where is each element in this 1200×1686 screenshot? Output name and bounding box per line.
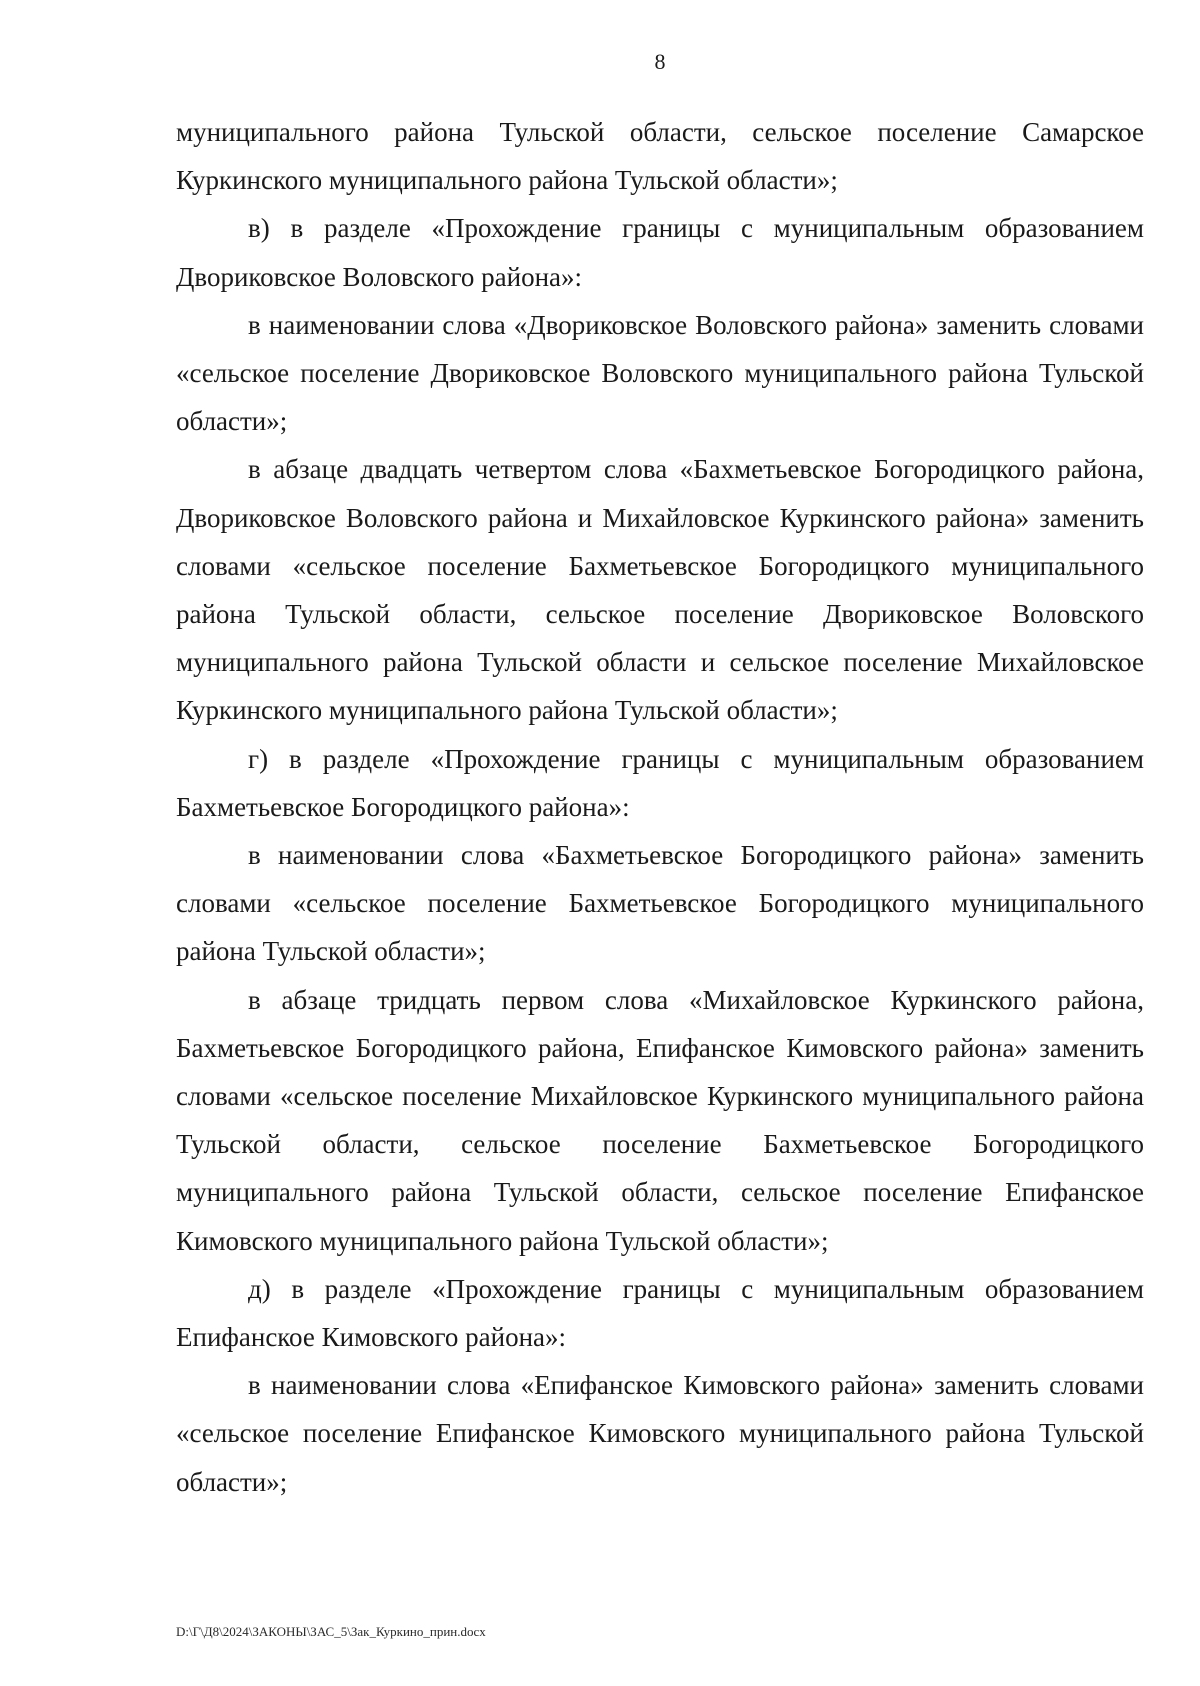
paragraph-v-name-change: в наименовании слова «Двориковское Воловского района» заменить словами «сельское поселение Двориковское Воловского муниципального района Тульской области»; [176, 309, 1144, 437]
document-body [176, 108, 1144, 1506]
page-number: 8 [654, 49, 666, 74]
paragraph-item-g: г) в разделе «Прохождение границы с муниципальным образованием Бахметьевское Богородицкого района»: [176, 743, 1144, 822]
paragraph-item-v: в) в разделе «Прохождение границы с муниципальным образованием Двориковское Воловского района»: [176, 213, 1144, 292]
paragraph-continuation: муниципального района Тульской области, сельское поселение Самарское Куркинского муниципального района Тульской области»; [176, 117, 1144, 196]
footer-file-path: D:\Г\Д8\2024\ЗАКОНЫ\ЗАС_5\Зак_Куркино_прин.docx [176, 1624, 486, 1639]
paragraph-g-name-change: в наименовании слова «Бахметьевское Богородицкого района» заменить словами «сельское поселение Бахметьевское Богородицкого муниципального района Тульской области»; [176, 840, 1144, 967]
paragraph-v-abzac-24: в абзаце двадцать четвертом слова «Бахметьевское Богородицкого района, Двориковское Воловского района и Михайловское Куркинского района» заменить словами «сельское поселение Бахметьевское Богородицкого муниципального района Тульской области, сельское поселение Двориковское Воловского муниципального района Тульской области и сельское поселение Михайловское Куркинского муниципального района Тульской области»; [176, 454, 1144, 726]
paragraph-d-name-change: в наименовании слова «Епифанское Кимовского района» заменить словами «сельское поселение Епифанское Кимовского муниципального района Тульской области»; [176, 1370, 1144, 1497]
paragraph-g-abzac-31: в абзаце тридцать первом слова «Михайловское Куркинского района, Бахметьевское Богородицкого района, Епифанское Кимовского района» заменить словами «сельское поселение Михайловское Куркинского муниципального района Тульской области, сельское поселение Бахметьевское Богородицкого муниципального района Тульской области, сельское поселение Епифанское Кимовского муниципального района Тульской области»; [176, 984, 1144, 1256]
paragraph-item-d: д) в разделе «Прохождение границы с муниципальным образованием Епифанское Кимовского района»: [176, 1273, 1144, 1353]
